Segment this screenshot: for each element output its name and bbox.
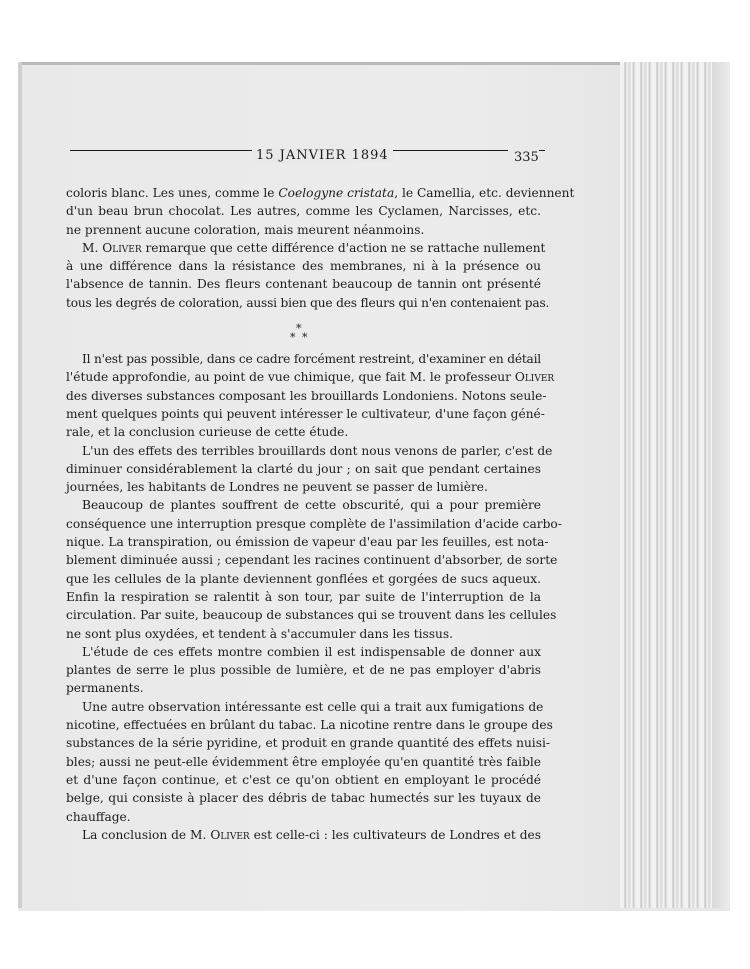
author-name: Oliver [210, 827, 250, 842]
asterism [66, 312, 541, 350]
page-left-edge [18, 62, 22, 908]
text-line: des diverses substances composant les brouillards Londoniens. Notons seule- [66, 388, 547, 403]
text-line: ne sont plus oxydées, et tendent à s'accumuler dans les tissus. [66, 626, 454, 641]
text-line [66, 184, 575, 202]
text-line: rale, et la conclusion curieuse de cette étude. [66, 425, 349, 440]
text-line: blement diminuée aussi ; cependant les racines continuent d'absorber, de sorte [66, 553, 558, 568]
text-line: chauffage. [66, 809, 131, 824]
text-line: Enfin la respiration se ralentit à son tour, par suite de l'interruption de la [66, 589, 541, 604]
text-line: nicotine, effectuées en brûlant du tabac. La nicotine rentre dans le groupe des [66, 718, 553, 733]
page-edges-stack [620, 62, 730, 908]
text-line: bles; aussi ne peut-elle évidemment être employée qu'en quantité très faible [66, 754, 541, 769]
text-run: , le Camellia, etc. deviennent [394, 186, 575, 200]
text-line: belge, qui consiste à placer des débris de tabac humectés sur les tuyaux de [66, 791, 541, 806]
text-line: d'un beau brun chocolat. Les autres, comme les Cyclamen, Narcisses, etc. [66, 204, 541, 219]
text-line: et d'une façon continue, et c'est ce qu'on obtient en employant le procédé [66, 772, 541, 787]
text-line: Beaucoup de plantes souffrent de cette obscurité, qui a pour première [82, 498, 541, 513]
author-name: M. Oliver [82, 240, 142, 255]
text-run: La conclusion de M. [82, 827, 211, 842]
text-line: journées, les habitants de Londres ne peuvent se passer de lumière. [66, 480, 488, 495]
text-line [66, 368, 555, 386]
text-line: nique. La transpiration, ou émission de vapeur d'eau par les feuilles, est nota- [66, 535, 549, 550]
text-line: que les cellules de la plante deviennent gonflées et gorgées de sucs aqueux. [66, 571, 541, 586]
author-name: Oliver [514, 370, 555, 385]
text-line: à une différence dans la résistance des membranes, ni à la présence ou [66, 259, 541, 274]
body-text [66, 184, 575, 844]
text-line: circulation. Par suite, beaucoup de substances qui se trouvent dans les cellules [66, 608, 557, 623]
text-line: diminuer considérablement la clarté du jour ; on sait que pendant certaines [66, 461, 541, 476]
text-run: est celle-ci : les cultivateurs de Londres et des [249, 827, 541, 842]
running-head: 15 JANVIER 1894 [252, 148, 393, 163]
text-line [66, 239, 546, 257]
text-line: l'absence de tannin. Des fleurs contenant beaucoup de tannin ont présenté [66, 277, 541, 292]
text-line: ment quelques points qui peuvent intéresser le cultivateur, d'une façon géné- [66, 406, 545, 421]
text-run: remarque que cette différence d'action ne se rattache nullement [141, 240, 546, 255]
text-line: L'un des effets des terribles brouillards dont nous venons de parler, c'est de [82, 443, 553, 458]
text-line: Il n'est pas possible, dans ce cadre forcément restreint, d'examiner en détail [82, 352, 541, 367]
species-name: Coelogyne cristata [278, 186, 395, 200]
text-line [66, 826, 541, 844]
text-line: plantes de serre le plus possible de lumière, et de ne pas employer d'abris [66, 663, 541, 678]
asterism-star: * [290, 331, 296, 345]
asterism-star: * [296, 322, 302, 336]
text-line: L'étude de ces effets montre combien il est indispensable de donner aux [82, 644, 541, 659]
text-line: tous les degrés de coloration, aussi bien que des fleurs qui n'en contenaient pas. [66, 295, 550, 310]
asterism-star: * [302, 331, 308, 345]
text-run: l'étude approfondie, au point de vue chimique, que fait M. le professeur [66, 370, 515, 385]
text-line: substances de la série pyridine, et produit en grande quantité des effets nuisi- [66, 736, 550, 751]
page-number: 335 [508, 150, 539, 165]
text-line: conséquence une interruption presque complète de l'assimilation d'acide carbo- [66, 516, 562, 531]
text-line: Une autre observation intéressante est celle qui a trait aux fumigations de [82, 699, 544, 714]
text-run: coloris blanc. Les unes, comme le [66, 186, 279, 200]
text-line: ne prennent aucune coloration, mais meurent néanmoins. [66, 222, 425, 237]
text-line: permanents. [66, 681, 144, 696]
